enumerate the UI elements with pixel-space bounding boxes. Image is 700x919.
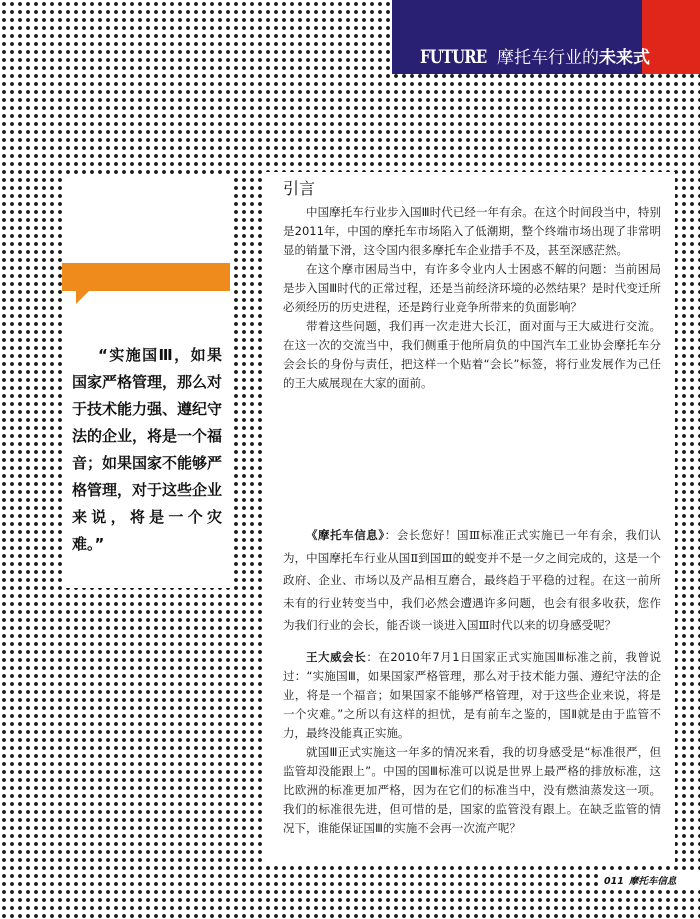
header-accent-block [642,0,700,74]
intro-paragraph: 带着这些问题，我们再一次走进大长江，面对面与王大威进行交流。在这一次的交流当中，我们侧重于他所肩负的中国汽车工业协会摩托车分会会长的身份与责任，把这样一个贴着“会长”标签，将行业发展作为己任的王大威展现在大家的面前。 [283,319,661,390]
pull-quote: “实施国Ⅲ，如果国家严格管理，那么对于技术能力强、遵纪守法的企业，将是一个福音；如果国家不能够严格管理，对于这些企业来说，将是一个灾难。” [72,346,223,553]
section-heading: 引言 [283,179,316,198]
section-title-prefix: 摩托车行业的 [497,48,600,68]
question-text: ：会长您好！国Ⅲ标准正式实施已一年有余，我们认为，中国摩托车行业从国Ⅱ到国Ⅲ的蜕变并不是一夕之间完成的，这是一个政府、企业、市场以及产品相互磨合，最终趋于平稳的过程。在这一前所未有的行业转变当中，我们必然会遭遇许多问题，也会有很多收获，您作为我们行业的会长，能否谈一谈进入国Ⅲ时代以来的切身感受呢？ [283,528,662,632]
section-title-suffix: 未来式 [599,48,651,68]
answer-continuation: 就国Ⅲ正式实施这一年多的情况来看，我的切身感受是“标准很严，但监管却没能跟上”。中国的国Ⅲ标准可以说是世界上最严格的排放标准，这比欧洲的标准更加严格，因为在它们的标准当中，没有燃油蒸发这一项。我们的标准很先进，但可惜的是，国家的监管没有跟上。在缺乏监管的情况下，谁能保证国Ⅲ的实施不会再一次流产呢？ [283,745,661,835]
intro-paragraph: 中国摩托车行业步入国Ⅲ时代已经一年有余。在这个时间段当中，特别是2011年，中国的摩托车市场陷入了低潮期，整个终端市场出现了非常明显的销量下滑，这令国内很多摩托车企业措手不及，甚至深感茫然。 [283,205,661,257]
intro-paragraph: 在这个摩市困局当中，有许多令业内人士困惑不解的问题：当前困局是步入国Ⅲ时代的正常过程，还是当前经济环境的必然结果？是时代变迁所必须经历的历史进程，还是跨行业竞争所带来的负面影响？ [283,262,661,314]
page-number: 011 [604,876,624,887]
pull-quote-accent-bar [62,263,230,291]
question-block [283,524,661,637]
section-title [420,43,650,68]
publication-name: 摩托车信息 [628,876,677,887]
future-label: FUTURE [420,46,487,68]
answer-paragraph [283,648,661,743]
pull-quote-accent-notch [76,290,90,304]
answer-speaker: 王大威会长 [306,650,367,664]
answer-block [283,648,661,838]
answer-text: ：在2010年7月1日国家正式实施国Ⅲ标准之前，我曾说过：“实施国Ⅲ，如果国家严格管理，那么对于技术能力强、遵纪守法的企业，将是一个福音；如果国家不能够严格管理，对于这些企业来说，将是一个灾难。”之所以有这样的担忧，是有前车之鉴的，国Ⅱ就是由于监管不力，最终没能真正实施。 [283,650,662,740]
question-paragraph [283,524,661,637]
page-folio [604,873,676,887]
question-speaker: 《摩托车信息》 [306,528,385,542]
intro-block [283,203,661,393]
